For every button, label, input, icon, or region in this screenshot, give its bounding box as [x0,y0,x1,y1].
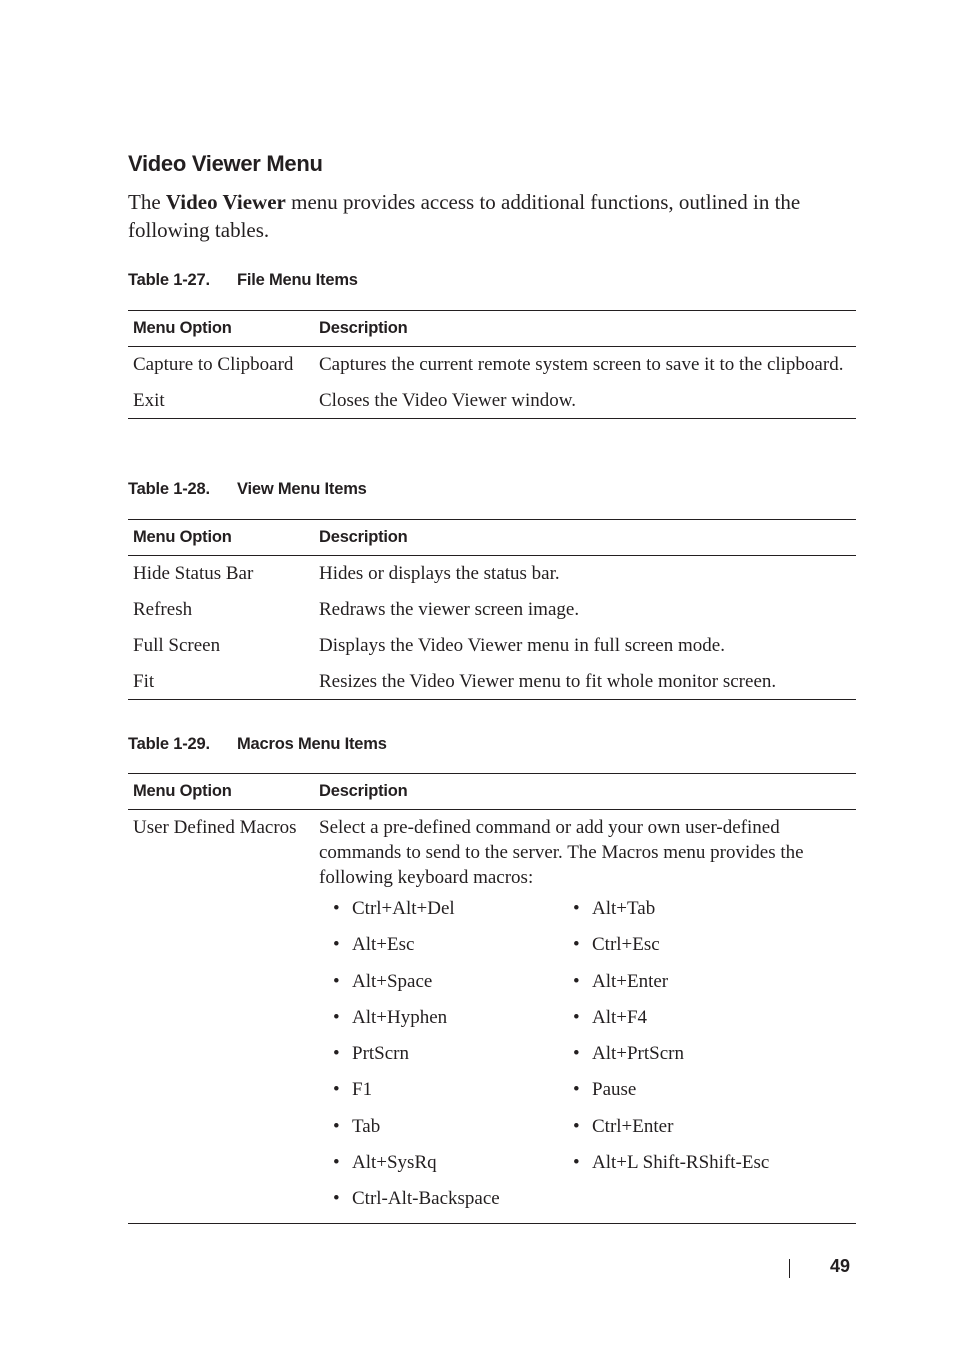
macro-list-item [573,969,813,994]
macro-key: F1 [352,1079,373,1101]
macro-list-item [573,1150,813,1175]
macro-key: Alt+Esc [352,934,415,956]
macro-key: Alt+Space [352,970,433,992]
macro-list-item [573,896,813,921]
macro-list-item [333,1041,573,1066]
menu-description: Closes the Video Viewer window. [319,390,577,411]
intro-text-end: menu provides access to additional functions, outlined in the following tables. [128,190,801,242]
table-title: File Menu Items [237,271,358,289]
menu-option: User Defined Macros [133,817,297,838]
table-row [128,627,856,663]
menu-description: Hides or displays the status bar. [319,563,560,584]
menu-description [314,810,856,1224]
macro-list-item [333,969,573,994]
macro-list-item [573,1077,813,1102]
macro-key: Alt+F4 [592,1006,648,1028]
macro-key: PrtScrn [352,1043,409,1065]
bullet-icon: • [333,934,340,956]
column-header-option: Menu Option [128,774,314,810]
macro-key: Ctrl-Alt-Backspace [352,1188,500,1210]
table-row [128,556,856,592]
column-header-option: Menu Option [128,520,314,556]
macro-key: Ctrl+Esc [592,934,660,956]
bullet-icon: • [333,1152,340,1174]
section-title: Video Viewer Menu [128,151,323,176]
bullet-icon: • [573,934,580,956]
macro-list-item [573,1041,813,1066]
bullet-icon: • [333,898,340,919]
column-header-option: Menu Option [128,311,314,347]
macro-key: Tab [352,1115,381,1137]
menu-description: Redraws the viewer screen image. [319,599,580,620]
table-label: Table 1-28. [128,480,210,498]
menu-description: Captures the current remote system screen to save it to the clipboard. [319,354,844,375]
macro-key: Alt+Hyphen [352,1006,448,1028]
table-row [128,810,856,1224]
menu-option: Exit [133,390,165,411]
bullet-icon: • [333,1188,340,1210]
macro-list-item [333,1114,573,1139]
bullet-icon: • [573,1006,580,1028]
view-menu-table [128,519,856,700]
table-header-row [128,774,856,810]
table-header-row [128,520,856,556]
column-header-description: Description [314,774,856,810]
bullet-icon: • [573,898,580,919]
macro-key: Alt+L Shift-RShift-Esc [592,1152,770,1174]
column-header-description: Description [314,520,856,556]
macro-list-item [573,1005,813,1030]
menu-option: Full Screen [133,635,221,656]
table-label: Table 1-29. [128,735,210,753]
bullet-icon: • [573,1043,580,1065]
macro-list-item [333,896,573,921]
table-row [128,591,856,627]
table-row [128,663,856,700]
table-caption-view [128,480,367,499]
page-number: 49 [830,1256,851,1276]
bullet-icon: • [333,1043,340,1065]
bullet-icon: • [333,1115,340,1137]
macro-list-item [333,1186,573,1211]
bullet-icon: • [573,1079,580,1101]
macros-menu-table [128,773,856,1224]
intro-text-start: The [128,190,166,214]
macro-key: Alt+SysRq [352,1152,437,1174]
bullet-icon: • [333,1079,340,1101]
macro-list-item [333,1150,573,1175]
table-header-row [128,311,856,347]
macro-key: Ctrl+Enter [592,1115,674,1137]
macro-key: Alt+Enter [592,970,669,992]
macro-list-item [573,1114,813,1139]
table-row [128,347,856,383]
macro-list-item [333,932,573,957]
macro-list-item [573,932,813,957]
table-caption-macros [128,735,387,754]
macro-key: Alt+Tab [592,898,656,919]
table-row [128,382,856,419]
bullet-icon: • [573,970,580,992]
bullet-icon: • [333,970,340,992]
menu-option: Fit [133,671,155,692]
menu-description: Resizes the Video Viewer menu to fit whole monitor screen. [319,671,777,692]
menu-option: Capture to Clipboard [133,354,294,375]
file-menu-table [128,310,856,419]
footer-divider [789,1259,790,1278]
column-header-description: Description [314,311,856,347]
macro-list-item [333,1077,573,1102]
bullet-icon: • [573,1115,580,1137]
macro-key: Ctrl+Alt+Del [352,898,455,919]
table-title: View Menu Items [237,480,367,498]
table-caption-file [128,271,358,290]
menu-description: Displays the Video Viewer menu in full screen mode. [319,635,725,656]
macro-list [333,896,851,1211]
macro-key: Pause [592,1079,637,1101]
macro-key: Alt+PrtScrn [592,1043,684,1065]
intro-bold-term: Video Viewer [165,190,286,214]
macros-description-text: Select a pre-defined command or add your own user-defined commands to send to the server. The Macros menu provides the following keyboard macros: [319,817,804,888]
menu-option: Refresh [133,599,193,620]
bullet-icon: • [573,1152,580,1174]
intro-paragraph [128,188,858,244]
menu-option: Hide Status Bar [133,563,254,584]
macro-list-item [333,1005,573,1030]
table-title: Macros Menu Items [237,735,387,753]
bullet-icon: • [333,1006,340,1028]
table-label: Table 1-27. [128,271,210,289]
